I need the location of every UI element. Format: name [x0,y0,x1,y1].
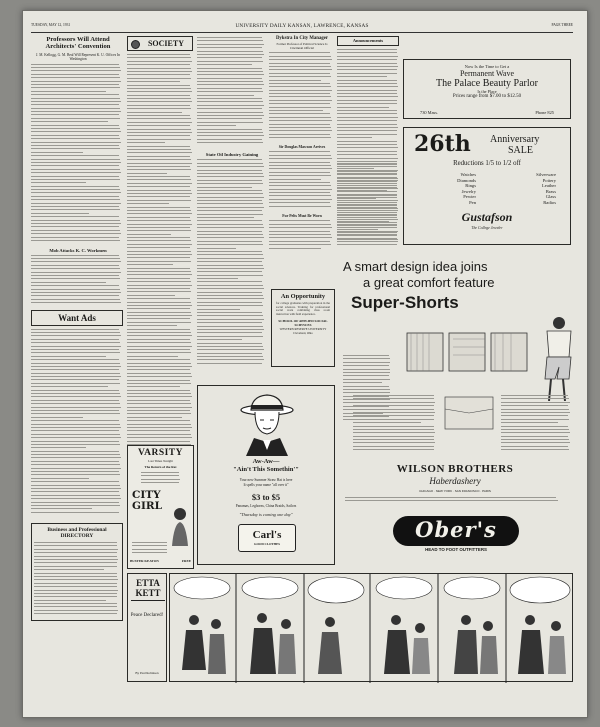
gustafson-tagline: The College Jeweler [471,226,503,230]
etta-kett-comic-strip [169,573,573,682]
column-4 [269,34,335,284]
workmen-headline: Mob Attacks K. C. Workmen [49,247,107,253]
gustafson-name: Gustafson [461,210,513,224]
dykstra-body [269,52,333,142]
oil-body [197,159,265,367]
super-shorts-product: Super-Shorts [351,293,459,312]
gustafson-items-left [426,172,476,206]
gustafson-item-right-1: Pottery [542,177,556,183]
super-shorts-body-main [353,395,437,455]
gustafson-item-left-3: Jewelry [461,188,476,194]
carls-quote-2: "Ain't This Somethin'" [233,466,299,473]
directory-title: Business and Professional DIRECTORY [47,526,107,539]
gustafson-sale: SALE [508,145,533,156]
society-continued-body [197,37,265,149]
carls-name: Carl's [252,529,282,541]
obers-tagline: HEAD TO FOOT OUTFITTERS [425,547,487,552]
palace-line-3: Is the Place [477,89,497,94]
gustafson-anniversary-ad [403,127,571,245]
professors-subhead: J. M. Kellogg, G. M. Beal Will Represent K. U. Offices In Washington [36,52,120,62]
mawson-body [269,151,333,211]
carls-thursday: "Thursday is coming one day" [239,512,293,517]
carls-price: $3 to $5 [251,492,281,502]
professors-body [31,64,123,246]
opportunity-ad [271,289,335,367]
super-shorts-ad [337,253,573,553]
issue-date: TUESDAY, MAY 12, 1931 [31,23,71,27]
gustafson-item-left-0: Watches [460,172,476,177]
man-in-hat-illustration [238,392,296,456]
gustafson-item-left-4: Pewter [463,194,476,200]
carls-logo [238,524,296,552]
column-1 [31,34,125,682]
paper-title: UNIVERSITY DAILY KANSAN, LAWRENCE, KANSAS [235,23,369,29]
fur-body [269,220,333,252]
palace-line-1: Now Is the Time to Get a [464,64,510,69]
opportunity-university: WESTERN RESERVE UNIVERSITY [279,327,327,332]
newspaper-page [22,10,588,718]
masthead-rule [31,32,573,33]
etta-kett-title: ETTA KETT [131,578,165,601]
announcements-lower-body [337,163,399,249]
palace-beauty-ad [403,59,571,119]
gustafson-item-left-5: Pen [469,199,476,205]
oil-headline: State Oil Industry Gaining [205,152,259,157]
varsity-free: FREE [181,559,191,563]
opportunity-body: for college graduates with preparation in the social sciences. Training for professional social work combining class room instruction with field experience. [276,301,330,316]
announcements-title: Announcements [352,38,384,43]
varsity-title: VARSITY [137,448,184,458]
carls-hat-types: Panamas, Leghorns, China Braids, Sailors [235,504,297,508]
carls-tagline: GOOD CLOTHES [254,542,280,546]
varsity-details [132,542,168,556]
varsity-film-1: The Return of the Rat [144,465,177,469]
carls-straw-hat-ad [197,385,335,565]
wilson-brothers-name: WILSON BROTHERS [396,463,514,475]
page-number: PAGE THREE [551,23,573,27]
announcements-banner [337,36,399,46]
super-shorts-body-right [501,395,571,455]
palace-name: The Palace Beauty Parlor [436,78,538,89]
society-icon [131,40,140,49]
gustafson-item-right-0: Silverware [536,172,556,177]
gustafson-item-right-3: Brass [545,188,556,194]
page-header [31,23,573,31]
society-headline: SOCIETY [147,39,184,48]
want-ads-banner [31,310,123,326]
obers-logo [393,516,519,546]
carls-line-2: It spells your name "all over it" [243,483,289,487]
carls-quote-1: Aw-Aw— [252,458,280,465]
varsity-times: Last Times Tonight [148,459,173,463]
varsity-body [141,472,181,486]
shorts-detail-illustration [439,393,499,433]
comic-panels-illustration [170,574,574,683]
directory-box [31,523,123,621]
directory-body [34,542,120,620]
gustafson-number: 26th [414,131,471,157]
varsity-actress-illustration [168,506,192,546]
mawson-headline: Sir Douglas Mawson Arrives [278,145,326,150]
column-3 [197,34,267,384]
gustafson-item-right-2: Leather [541,183,556,189]
obers-ad [393,516,519,554]
wilson-brothers-cities: CHICAGO · NEW YORK · SAN FRANCISCO · PARIS [419,489,491,493]
dykstra-headline: Dykstra In City Manager [275,36,329,41]
gustafson-item-right-4: Glass [545,194,556,200]
opportunity-city: Cleveland, Ohio [293,331,313,336]
etta-kett-title-panel [127,573,167,682]
want-ads-body [31,329,123,519]
super-shorts-headline-2: a great comfort feature [363,275,495,290]
gustafson-anniversary: Anniversary [490,134,540,145]
carls-line-1: Your new Summer Straw Hat is here [239,478,293,482]
professors-headline: Professors Will Attend Architects' Convention [45,36,111,51]
opportunity-headline: An Opportunity [280,293,326,300]
super-shorts-headline-1: A smart design idea joins [343,259,488,274]
fur-headline: Fur Pelts Must Be Worn [282,214,322,219]
opportunity-school: SCHOOL OF APPLIED SOCIAL SCIENCES [278,319,328,328]
obers-name: Ober's [415,517,497,542]
palace-phone: Phone 825 [535,110,554,115]
etta-kett-credit: By Paul Robinson [135,671,159,675]
shorts-illustration [397,317,573,401]
etta-kett-panel-title: Peace Declared! [130,613,164,618]
wilson-brothers-sub: Haberdashery [429,476,481,486]
palace-address: 730 Mass. [420,110,439,115]
gustafson-items-right [500,172,556,206]
society-banner [127,36,193,51]
gustafson-item-right-5: Radios [543,199,556,205]
workmen-body [31,255,123,307]
varsity-star: BUSTER KEATON [130,559,159,563]
varsity-feature-title: CITY GIRL [132,489,162,512]
want-ads-title: Want Ads [58,312,96,323]
palace-line-2: Permanent Wave [459,69,515,78]
varsity-theater-ad [127,445,194,569]
gustafson-reductions: Reductions 1/5 to 1/2 off [453,160,521,167]
gustafson-item-left-2: Rings [465,183,476,189]
palace-prices: Prices range from $7.00 to $12.50 [452,94,522,99]
super-shorts-footer-text [345,497,565,507]
dykstra-subhead: Former Professor of Political Science Is Cincinnati Official [276,41,328,50]
gustafson-item-left-1: Diamonds [457,177,476,183]
